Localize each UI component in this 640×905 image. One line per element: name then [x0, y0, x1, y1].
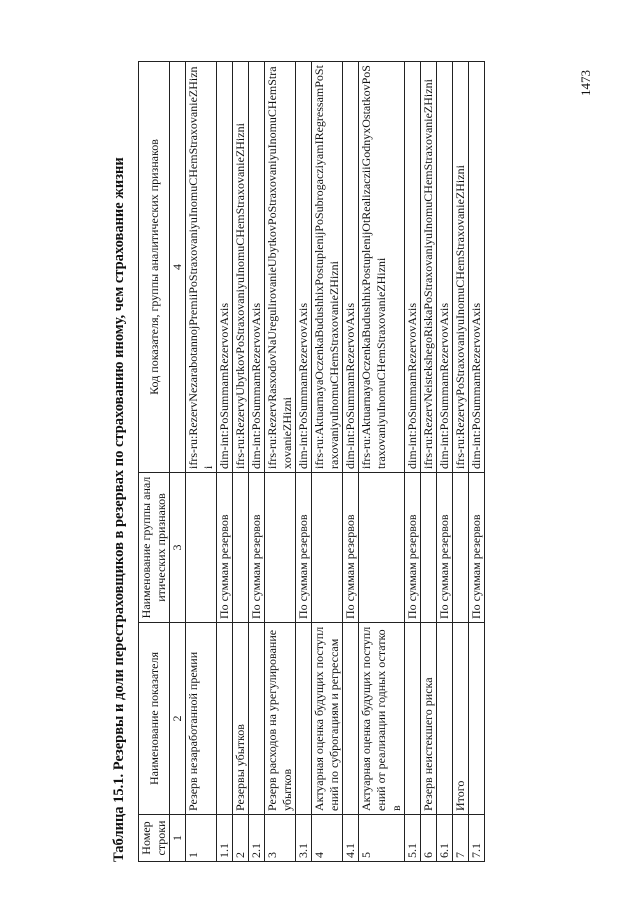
- code-cell: ifrs-ru:AktuarnayaOczenkaBudushhixPostuplenijOtRealizacziiGodnyxOstatkovPoStraxovaniyuInomuCHemStraxovanieZHizni: [359, 62, 405, 473]
- index-row: [170, 62, 186, 862]
- table-row: [265, 62, 296, 862]
- group-name-cell: [265, 473, 296, 623]
- row-number-cell: 6.1: [437, 815, 453, 862]
- code-cell: dim-int:PoSummamRezervovAxis: [343, 62, 359, 473]
- table-row: [233, 62, 249, 862]
- group-name-cell: По суммам резервов: [343, 473, 359, 623]
- group-name-cell: По суммам резервов: [217, 473, 233, 623]
- group-name-cell: [312, 473, 343, 623]
- code-cell: ifrs-ru:AktuarnayaOczenkaBudushhixPostuplenijPoSubrogacziyamIRegressamPoStraxovaniyuInomuCHemStraxovanieZHizni: [312, 62, 343, 473]
- table-row: [437, 62, 453, 862]
- group-name-cell: [233, 473, 249, 623]
- group-name-cell: По суммам резервов: [249, 473, 265, 623]
- row-number-cell: 7.1: [469, 815, 485, 862]
- table-row: [343, 62, 359, 862]
- row-number-cell: 5: [359, 815, 405, 862]
- table-row: [405, 62, 421, 862]
- row-number-cell: 4.1: [343, 815, 359, 862]
- row-number-cell: 3.1: [296, 815, 312, 862]
- indicator-name-cell: [405, 623, 421, 815]
- header-code: Код показателя, группы аналитических признаков: [139, 62, 170, 473]
- table-caption: Таблица 15.1. Резервы и доли перестраховщиков в резервах по страхованию иному, чем страхование жизни: [111, 157, 127, 862]
- header-row: [139, 62, 170, 862]
- table-row: [296, 62, 312, 862]
- group-name-cell: [359, 473, 405, 623]
- code-cell: dim-int:PoSummamRezervovAxis: [217, 62, 233, 473]
- row-number-cell: 7: [453, 815, 469, 862]
- table-row: [249, 62, 265, 862]
- index-cell: 1: [170, 815, 186, 862]
- indicator-name-cell: Резерв неистекшего риска: [421, 623, 437, 815]
- indicator-name-cell: [437, 623, 453, 815]
- code-cell: ifrs-ru:RezervNeistekshegoRiskaPoStraxovaniyuInomuCHemStraxovanieZHizni: [421, 62, 437, 473]
- page-number: 1473: [578, 70, 593, 96]
- indicator-name-cell: Актуарная оценка будущих поступлений по суброгациям и регрессам: [312, 623, 343, 815]
- group-name-cell: По суммам резервов: [437, 473, 453, 623]
- code-cell: dim-int:PoSummamRezervovAxis: [437, 62, 453, 473]
- group-name-cell: [421, 473, 437, 623]
- indicator-name-cell: Резервы убытков: [233, 623, 249, 815]
- table-row: [453, 62, 469, 862]
- indicator-name-cell: Резерв незаработанной премии: [186, 623, 217, 815]
- group-name-cell: [453, 473, 469, 623]
- table-row: [359, 62, 405, 862]
- header-indicator-name: Наименование показателя: [139, 623, 170, 815]
- group-name-cell: По суммам резервов: [296, 473, 312, 623]
- code-cell: ifrs-ru:RezervyPoStraxovaniyuInomuCHemStraxovanieZHizni: [453, 62, 469, 473]
- code-cell: dim-int:PoSummamRezervovAxis: [469, 62, 485, 473]
- rotated-content: [100, 62, 485, 862]
- indicator-name-cell: [343, 623, 359, 815]
- row-number-cell: 3: [265, 815, 296, 862]
- table-row: [217, 62, 233, 862]
- row-number-cell: 6: [421, 815, 437, 862]
- indicator-name-cell: Актуарная оценка будущих поступлений от реализации годных остатков: [359, 623, 405, 815]
- indicator-name-cell: [217, 623, 233, 815]
- group-name-cell: По суммам резервов: [469, 473, 485, 623]
- row-number-cell: 4: [312, 815, 343, 862]
- code-cell: ifrs-ru:RezervNezarabotannojPremiiPoStraxovaniyuInomuCHemStraxovanieZHizni: [186, 62, 217, 473]
- header-row-number: Номер строки: [139, 815, 170, 862]
- group-name-cell: По суммам резервов: [405, 473, 421, 623]
- row-number-cell: 2: [233, 815, 249, 862]
- code-cell: ifrs-ru:RezervRasxodovNaUregulirovanieUbytkovPoStraxovaniyuInomuCHemStraxovanieZHizni: [265, 62, 296, 473]
- group-name-cell: [186, 473, 217, 623]
- indicator-name-cell: Итого: [453, 623, 469, 815]
- table-row: [312, 62, 343, 862]
- reserves-table: [138, 61, 485, 862]
- table-body: [186, 62, 485, 862]
- index-cell: 4: [170, 62, 186, 473]
- index-cell: 3: [170, 473, 186, 623]
- table-row: [186, 62, 217, 862]
- header-group-name: Наименование группы аналитических признаков: [139, 473, 170, 623]
- row-number-cell: 1.1: [217, 815, 233, 862]
- code-cell: dim-int:PoSummamRezervovAxis: [249, 62, 265, 473]
- row-number-cell: 5.1: [405, 815, 421, 862]
- table-row: [469, 62, 485, 862]
- code-cell: ifrs-ru:RezervyUbytkovPoStraxovaniyuInomuCHemStraxovanieZHizni: [233, 62, 249, 473]
- row-number-cell: 1: [186, 815, 217, 862]
- code-cell: dim-int:PoSummamRezervovAxis: [405, 62, 421, 473]
- index-cell: 2: [170, 623, 186, 815]
- indicator-name-cell: Резерв расходов на урегулирование убытков: [265, 623, 296, 815]
- row-number-cell: 2.1: [249, 815, 265, 862]
- indicator-name-cell: [249, 623, 265, 815]
- code-cell: dim-int:PoSummamRezervovAxis: [296, 62, 312, 473]
- indicator-name-cell: [296, 623, 312, 815]
- table-row: [421, 62, 437, 862]
- indicator-name-cell: [469, 623, 485, 815]
